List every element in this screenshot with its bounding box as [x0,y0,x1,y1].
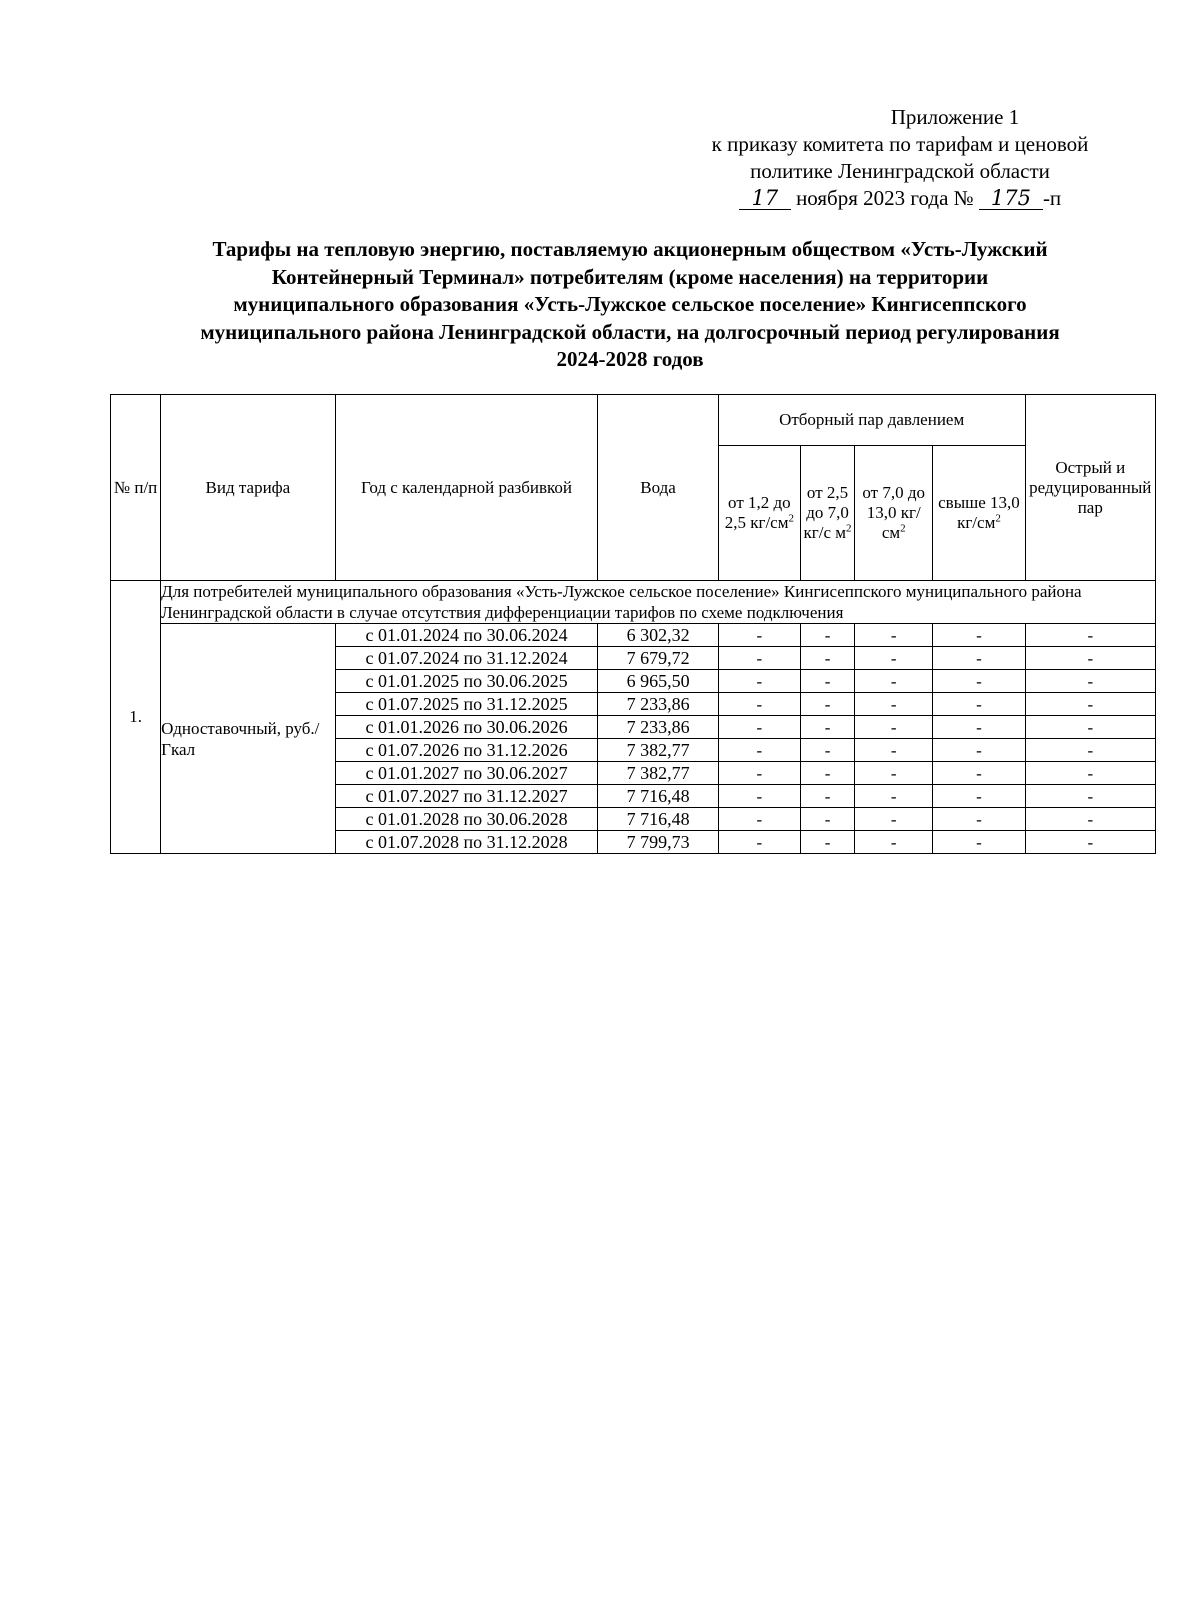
empty-value-cell: - [800,716,854,739]
empty-value-cell: - [1025,739,1155,762]
empty-value-cell: - [1025,762,1155,785]
empty-value-cell: - [855,693,933,716]
empty-value-cell: - [800,624,854,647]
appendix-date-line [640,185,1160,212]
header-pressure-3: от 7,0 до 13,0 $кг/см^2$ [855,446,933,581]
empty-value-cell: - [933,716,1025,739]
appendix-committee-line: политике Ленинградской области [750,159,1050,183]
header-pressure-1: от 1,2 до 2,5 $кг/см^2$ [718,446,800,581]
header-period: Год с календарной разбивкой [335,395,598,581]
empty-value-cell: - [800,670,854,693]
empty-value-cell: - [800,647,854,670]
water-tariff-cell: 6 965,50 [598,670,718,693]
period-cell: с 01.01.2025 по 30.06.2025 [335,670,598,693]
water-tariff-cell: 7 716,48 [598,808,718,831]
empty-value-cell: - [855,808,933,831]
empty-value-cell: - [933,624,1025,647]
header-pressure-4: свыше 13,0 $кг/см^2$ [933,446,1025,581]
water-tariff-cell: 7 799,73 [598,831,718,854]
water-tariff-cell: 7 382,77 [598,739,718,762]
tariff-type-cell: Одноставочный, руб./Гкал [161,624,336,854]
empty-value-cell: - [855,831,933,854]
title-line-1: Тарифы на тепловую энергию, поставляемую акционерным обществом «Усть-Лужский [212,237,1048,261]
title-line-5: 2024-2028 годов [556,347,704,371]
empty-value-cell: - [718,647,800,670]
appendix-order-line: к приказу комитета по тарифам и ценовой [711,132,1089,156]
empty-value-cell: - [855,762,933,785]
table-row [111,624,1156,647]
appendix-header [640,104,1160,212]
period-cell: с 01.07.2027 по 31.12.2027 [335,785,598,808]
empty-value-cell: - [1025,693,1155,716]
empty-value-cell: - [855,624,933,647]
empty-value-cell: - [933,739,1025,762]
water-tariff-cell: 6 302,32 [598,624,718,647]
empty-value-cell: - [933,647,1025,670]
header-pressure-2: от 2,5 до 7,0 кг/с $м^2$ [800,446,854,581]
period-cell: с 01.07.2024 по 31.12.2024 [335,647,598,670]
empty-value-cell: - [855,670,933,693]
empty-value-cell: - [718,762,800,785]
period-cell: с 01.01.2026 по 30.06.2026 [335,716,598,739]
empty-value-cell: - [1025,808,1155,831]
empty-value-cell: - [1025,785,1155,808]
empty-value-cell: - [933,670,1025,693]
row-number: 1. [111,581,161,854]
empty-value-cell: - [718,670,800,693]
empty-value-cell: - [718,739,800,762]
period-cell: с 01.07.2028 по 31.12.2028 [335,831,598,854]
handwritten-order-number: 175 [979,187,1043,210]
empty-value-cell: - [933,693,1025,716]
period-cell: с 01.01.2027 по 30.06.2027 [335,762,598,785]
appendix-label: Приложение 1 [890,105,1020,129]
empty-value-cell: - [800,808,854,831]
header-num: № п/п [111,395,161,581]
title-line-3: муниципального образования «Усть-Лужское сельское поселение» Кингисеппского [233,292,1027,316]
empty-value-cell: - [855,716,933,739]
empty-value-cell: - [800,693,854,716]
header-sharp-steam: Острый и редуцированный пар [1025,395,1155,581]
water-tariff-cell: 7 233,86 [598,716,718,739]
empty-value-cell: - [718,693,800,716]
empty-value-cell: - [1025,831,1155,854]
empty-value-cell: - [800,762,854,785]
water-tariff-cell: 7 716,48 [598,785,718,808]
empty-value-cell: - [1025,670,1155,693]
handwritten-day: 17 [739,187,791,210]
empty-value-cell: - [933,785,1025,808]
order-suffix: -п [1042,186,1062,210]
empty-value-cell: - [933,808,1025,831]
header-water: Вода [598,395,718,581]
water-tariff-cell: 7 382,77 [598,762,718,785]
header-steam-group: Отборный пар давлением [718,395,1025,446]
title-line-2: Контейнерный Терминал» потребителям (кроме населения) на территории [271,264,989,289]
water-tariff-cell: 7 679,72 [598,647,718,670]
empty-value-cell: - [718,831,800,854]
empty-value-cell: - [1025,624,1155,647]
empty-value-cell: - [718,808,800,831]
period-cell: с 01.01.2028 по 30.06.2028 [335,808,598,831]
empty-value-cell: - [1025,647,1155,670]
document-title [110,236,1150,374]
empty-value-cell: - [800,831,854,854]
empty-value-cell: - [800,739,854,762]
water-tariff-cell: 7 233,86 [598,693,718,716]
empty-value-cell: - [718,716,800,739]
empty-value-cell: - [855,647,933,670]
empty-value-cell: - [933,762,1025,785]
period-cell: с 01.07.2026 по 31.12.2026 [335,739,598,762]
empty-value-cell: - [933,831,1025,854]
empty-value-cell: - [800,785,854,808]
date-text: ноября 2023 года № [796,186,974,210]
empty-value-cell: - [1025,716,1155,739]
empty-value-cell: - [718,624,800,647]
empty-value-cell: - [855,785,933,808]
period-cell: с 01.07.2025 по 31.12.2025 [335,693,598,716]
period-cell: с 01.01.2024 по 30.06.2024 [335,624,598,647]
tariff-table [110,394,1156,854]
empty-value-cell: - [718,785,800,808]
empty-value-cell: - [855,739,933,762]
title-line-4: муниципального района Ленинградской области, на долгосрочный период регулирования [200,319,1060,344]
header-tariff-type: Вид тарифа [161,395,336,581]
group-note: Для потребителей муниципального образования «Усть-Лужское сельское поселение» Кингисеппского муниципального района Ленинградской области в случае отсутствия дифференциации тарифов по схеме подключения [161,581,1156,624]
